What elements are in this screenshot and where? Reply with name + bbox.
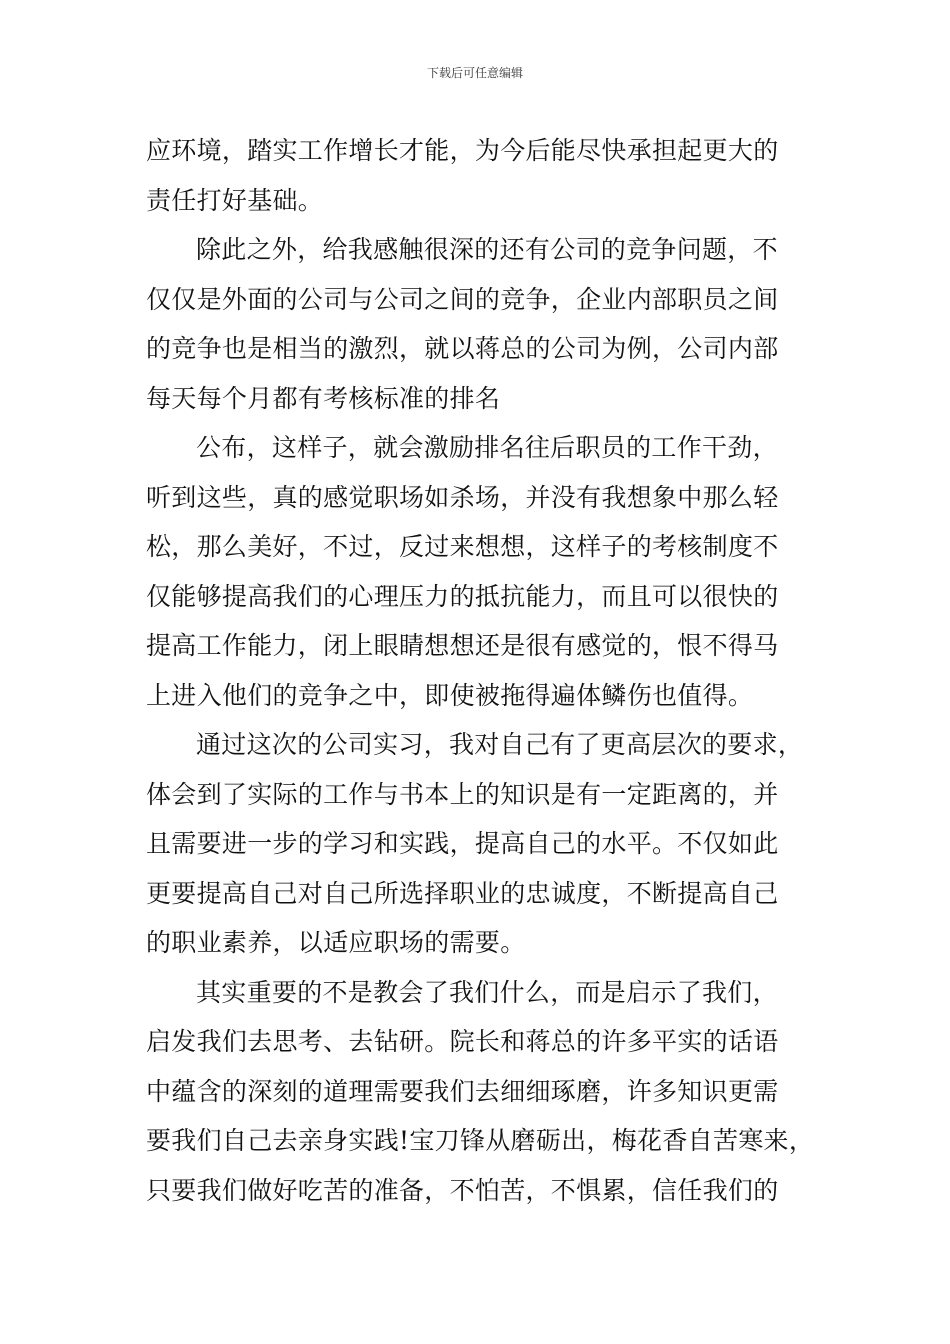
text-line: 更要提高自己对自己所选择职业的忠诚度，不断提高自己 (146, 878, 779, 908)
paragraph-first-line: 通过这次的公司实习，我对自己有了更高层次的要求， (196, 730, 804, 759)
text-line: 启发我们去思考、去钻研。院长和蒋总的许多平实的话语 (146, 1027, 779, 1056)
text-line: 仅能够提高我们的心理压力的抵抗能力，而且可以很快的 (146, 581, 779, 611)
text-line: 上进入他们的竞争之中，即使被拖得遍体鳞伤也值得。 (146, 680, 754, 710)
document-body (146, 126, 822, 1215)
text-line: 的竞争也是相当的激烈，就以蒋总的公司为例，公司内部 (146, 334, 779, 363)
paragraph-first-line: 公布，这样子，就会激励排名往后职员的工作干劲， (196, 433, 778, 462)
text-line: 的职业素养，以适应职场的需要。 (146, 928, 526, 957)
text-line: 要我们自己去亲身实践!宝刀锋从磨砺出，梅花香自苦寒来， (146, 1126, 815, 1155)
text-line: 听到这些，真的感觉职场如杀场，并没有我想象中那么轻 (146, 482, 779, 512)
text-line: 体会到了实际的工作与书本上的知识是有一定距离的，并 (146, 779, 779, 809)
text-line: 中蕴含的深刻的道理需要我们去细细琢磨，许多知识更需 (146, 1076, 779, 1106)
text-line: 仅仅是外面的公司与公司之间的竞争，企业内部职员之间 (146, 284, 779, 314)
paragraph-first-line: 其实重要的不是教会了我们什么，而是启示了我们， (196, 977, 778, 1007)
text-line: 责任打好基础。 (146, 185, 324, 215)
text-line: 且需要进一步的学习和实践，提高自己的水平。不仅如此 (146, 829, 779, 858)
text-line: 提高工作能力，闭上眼睛想想还是很有感觉的，恨不得马 (146, 631, 779, 660)
text-line: 应环境，踏实工作增长才能，为今后能尽快承担起更大的 (146, 136, 779, 165)
text-line: 只要我们做好吃苦的准备，不怕苦，不惧累，信任我们的 (146, 1175, 779, 1205)
page-header: 下载后可任意编辑 (426, 66, 523, 80)
text-line: 每天每个月都有考核标准的排名 (146, 383, 501, 413)
text-line: 松，那么美好，不过，反过来想想，这样子的考核制度不 (146, 532, 779, 561)
paragraph-first-line: 除此之外，给我感触很深的还有公司的竞争问题，不 (196, 235, 778, 264)
